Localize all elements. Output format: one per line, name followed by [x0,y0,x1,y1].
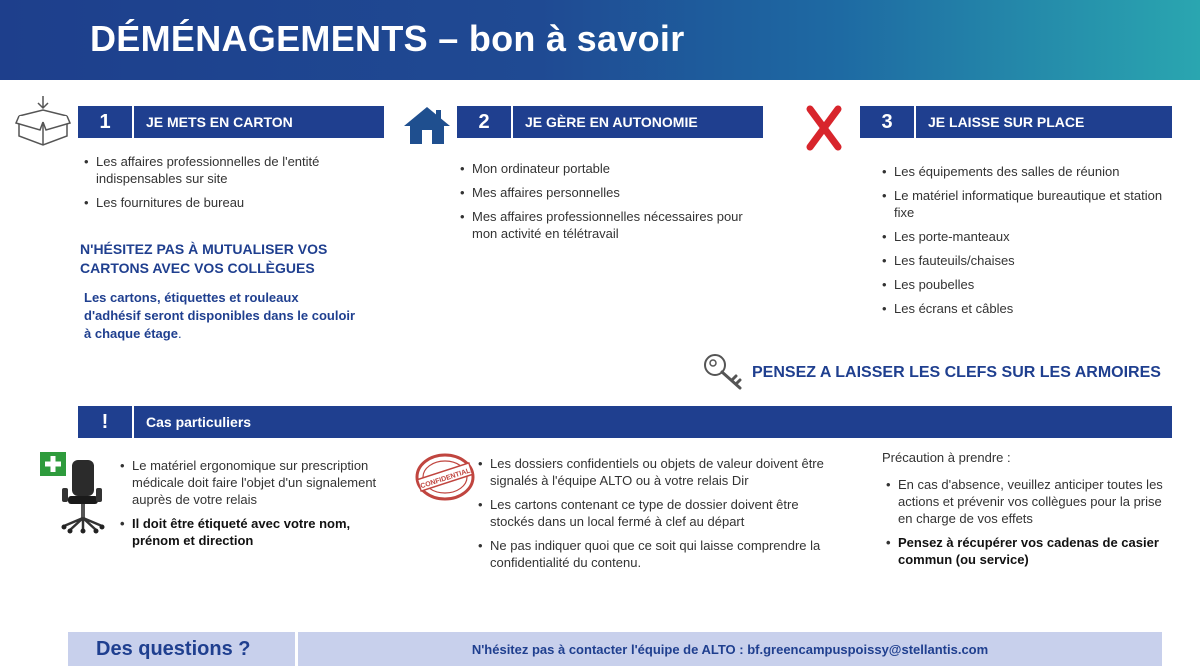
list-item: • Les poubelles [880,276,1170,293]
key-icon [702,352,746,392]
section2-number: 2 [457,106,513,138]
section1-number: 1 [78,106,134,138]
list-item: • Le matériel informatique bureautique et station fixe [880,187,1170,221]
keys-message: PENSEZ A LAISSER LES CLEFS SUR LES ARMOIRES [752,364,1161,381]
section3-number: 3 [860,106,916,138]
list-item: • Les dossiers confidentiels ou objets de valeur doivent être signalés à l'équipe ALTO ou à votre relais Dir [476,455,832,489]
footer-bar [68,632,1162,666]
list-item: • Ne pas indiquer quoi que ce soit qui laisse comprendre la confidentialité du contenu. [476,537,832,571]
special-number: ! [78,406,134,438]
section1-list [82,153,382,218]
section1-title: JE METS EN CARTON [146,114,293,130]
section2-list [458,160,758,249]
svg-text:CONFIDENTIAL: CONFIDENTIAL [419,467,472,491]
header-banner [0,0,1200,80]
list-item: • Les porte-manteaux [880,228,1170,245]
cross-icon [804,104,844,152]
special-title: Cas particuliers [146,414,252,430]
page-title: DÉMÉNAGEMENTS – bon à savoir [90,18,685,59]
special-header-bar [78,406,1172,438]
special-col1-list [118,457,400,556]
list-item: • Le matériel ergonomique sur prescription médicale doit faire l'objet d'un signalement auprès de votre relais [118,457,400,508]
section3-title: JE LAISSE SUR PLACE [928,114,1085,130]
footer-question: Des questions ? [68,632,298,666]
list-item: • Les cartons contenant ce type de dossier doivent être stockés dans un local fermé à clef au départ [476,496,832,530]
list-item-bold: • Il doit être étiqueté avec votre nom, prénom et direction [118,515,400,549]
precaution-label: Précaution à prendre : [882,450,1011,465]
section3-list [880,163,1170,324]
home-icon [402,104,452,146]
section3-header-bar [860,106,1172,138]
section1-mutualise-note: N'HÉSITEZ PAS À MUTUALISER VOS CARTONS AVEC VOS COLLÈGUES [80,241,328,276]
list-item-bold: • Pensez à récupérer vos cadenas de casier commun (ou service) [884,534,1174,568]
footer-contact: N'hésitez pas à contacter l'équipe de ALTO : bf.greencampuspoissy@stellantis.com [471,641,989,657]
special-col2-list [476,455,832,578]
box-icon [14,94,72,148]
list-item: • Mes affaires professionnelles nécessaires pour mon activité en télétravail [458,208,758,242]
section2-title: JE GÈRE EN AUTONOMIE [525,114,698,130]
section1-supplies-note: Les cartons, étiquettes et rouleaux d'adhésif seront disponibles dans le couloir à chaque étage. [84,290,356,341]
list-item: • En cas d'absence, veuillez anticiper toutes les actions et prévenir vos collègues pour la prise en charge de vos effets [884,476,1174,527]
list-item: • Les affaires professionnelles de l'entité indispensables sur site [82,153,382,187]
list-item: • Mon ordinateur portable [458,160,758,177]
section2-header-bar [457,106,763,138]
section1-header-bar [78,106,384,138]
list-item: • Mes affaires personnelles [458,184,758,201]
list-item: • Les fournitures de bureau [82,194,382,211]
list-item: • Les équipements des salles de réunion [880,163,1170,180]
list-item: • Les écrans et câbles [880,300,1170,317]
list-item: • Les fauteuils/chaises [880,252,1170,269]
office-chair-icon [56,458,108,534]
special-col3-list [884,476,1174,575]
confidential-stamp-icon [414,452,476,502]
